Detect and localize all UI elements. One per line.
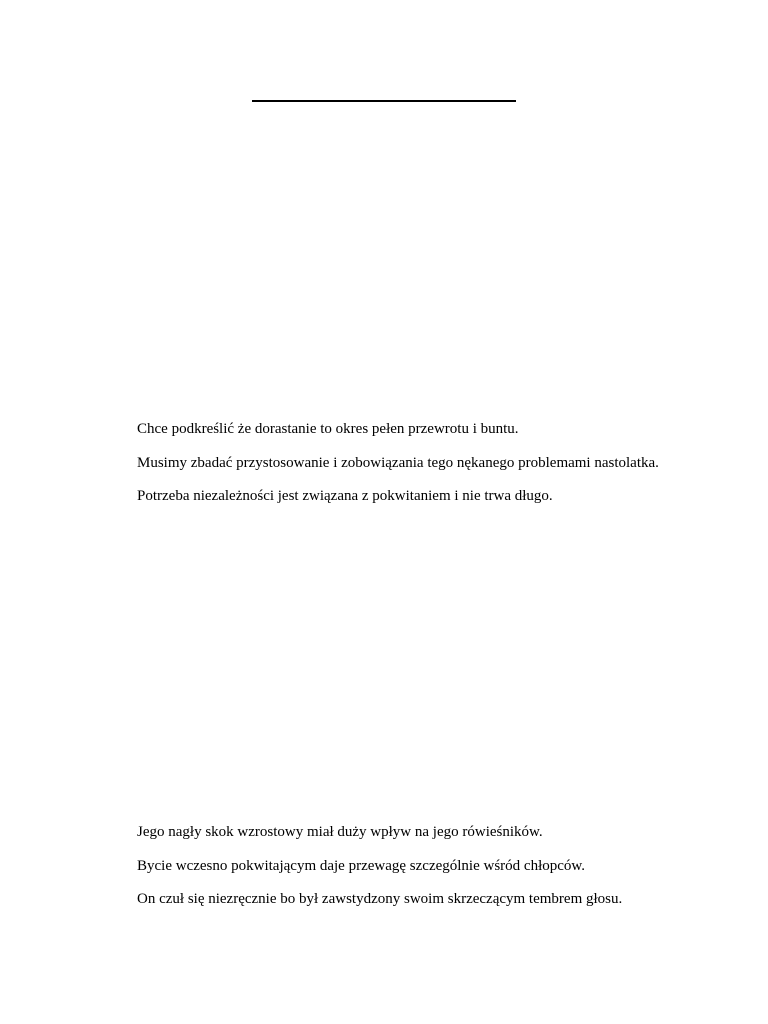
text-line: Jego nagły skok wzrostowy miał duży wpływ na jego rówieśników. [137,824,543,840]
text-line: Bycie wczesno pokwitającym daje przewagę szczególnie wśród chłopców. [137,857,586,874]
title-underline-rule [252,100,516,102]
text-line: Musimy zbadać przystosowanie i zobowiązania tego nękanego problemami nastolatka. [137,454,659,471]
paragraph-block-2 [137,823,737,924]
text-line: On czuł się niezręcznie bo był zawstydzony swoim skrzeczącym tembrem głosu. [137,891,623,907]
text-line: Potrzeba niezależności jest związana z pokwitaniem i nie trwa długo. [137,488,553,504]
paragraph-block-1 [137,420,737,521]
text-line: Chce podkreślić że dorastanie to okres pełen przewrotu i buntu. [137,421,519,437]
